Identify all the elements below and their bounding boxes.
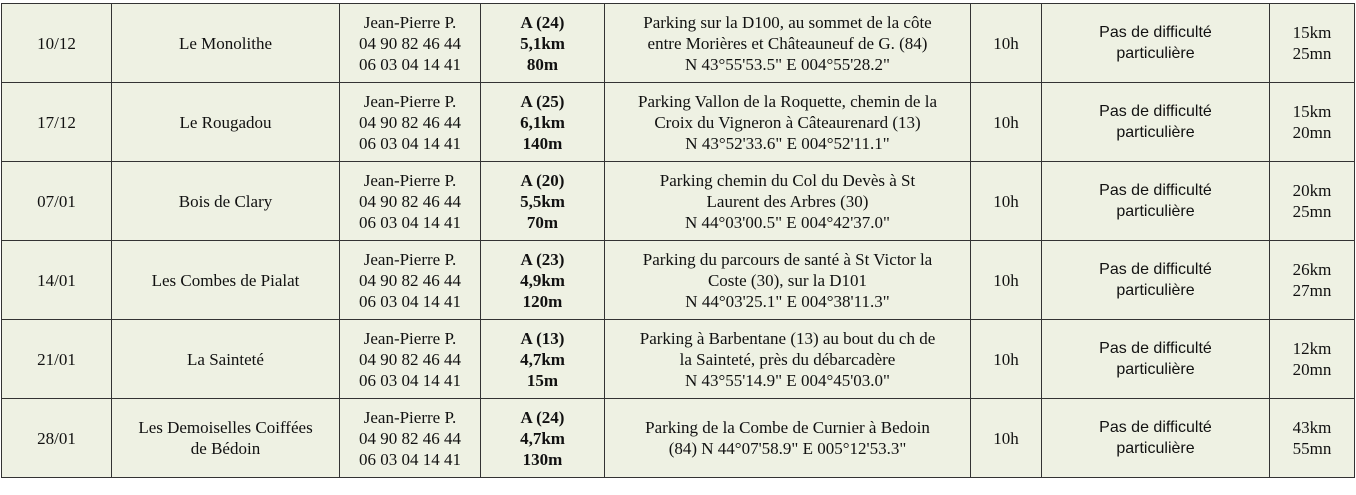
cell-contact-line: Jean-Pierre P. <box>363 407 457 427</box>
table-row <box>2 83 1355 162</box>
cell-contact-line: Jean-Pierre P. <box>363 12 457 32</box>
cell-hike-name-line: de Bédoin <box>190 439 261 458</box>
cell-difficulty-line: Pas de difficulté <box>1099 24 1212 41</box>
cell-time: 10h <box>971 162 1042 241</box>
cell-meeting-point-line: N 44°03'25.1" E 004°38'11.3" <box>685 291 890 311</box>
cell-difficulty-line: particulière <box>1116 440 1195 457</box>
cell-hike-name-line: Les Demoiselles Coiffées <box>138 418 313 437</box>
cell-difficulty-line: Pas de difficulté <box>1099 340 1212 357</box>
cell-route <box>481 241 605 320</box>
cell-meeting-point-line: (84) N 44°07'58.9" E 005°12'53.3" <box>668 439 907 458</box>
cell-route-line: A (13) <box>520 328 565 348</box>
cell-distance-line: 25mn <box>1292 44 1332 63</box>
cell-contact <box>340 320 481 399</box>
cell-difficulty <box>1042 4 1270 83</box>
cell-route <box>481 399 605 478</box>
cell-meeting-point-line: Coste (30), sur la D101 <box>707 270 868 290</box>
cell-route <box>481 320 605 399</box>
cell-difficulty <box>1042 83 1270 162</box>
cell-contact-line: 06 03 04 14 41 <box>359 370 461 390</box>
cell-hike-name <box>112 83 340 162</box>
cell-meeting-point-line: entre Morières et Châteauneuf de G. (84) <box>647 33 928 53</box>
cell-route-line: A (20) <box>520 170 565 190</box>
cell-difficulty-line: particulière <box>1116 124 1195 141</box>
cell-hike-name-line: La Sainteté <box>187 349 264 369</box>
cell-route <box>481 4 605 83</box>
cell-distance-line: 27mn <box>1292 281 1332 300</box>
cell-difficulty-line: particulière <box>1116 361 1195 378</box>
cell-difficulty-line: Pas de difficulté <box>1099 103 1212 120</box>
cell-contact-line: Jean-Pierre P. <box>363 170 457 190</box>
cell-hike-name <box>112 241 340 320</box>
cell-difficulty-line: Pas de difficulté <box>1099 419 1212 436</box>
cell-distance-line: 43km <box>1292 418 1332 437</box>
cell-contact-line: 04 90 82 46 44 <box>359 112 461 132</box>
cell-difficulty <box>1042 162 1270 241</box>
cell-contact <box>340 83 481 162</box>
cell-meeting-point-line: Parking chemin du Col du Devès à St <box>659 170 916 190</box>
cell-meeting-point-line: N 43°52'33.6" E 004°52'11.1" <box>685 133 890 153</box>
cell-meeting-point-line: Parking à Barbentane (13) au bout du ch de <box>639 328 936 348</box>
cell-difficulty-line: particulière <box>1116 203 1195 220</box>
cell-route-line: 70m <box>526 212 559 232</box>
cell-meeting-point-line: N 43°55'53.5" E 004°55'28.2" <box>684 54 890 74</box>
cell-route-line: 140m <box>522 133 563 153</box>
cell-distance-line: 26km <box>1292 260 1332 279</box>
cell-time: 10h <box>971 241 1042 320</box>
cell-hike-name-line: Les Combes de Pialat <box>151 270 300 290</box>
cell-contact <box>340 241 481 320</box>
cell-contact-line: 06 03 04 14 41 <box>359 291 461 311</box>
cell-time: 10h <box>971 83 1042 162</box>
cell-distance <box>1270 162 1355 241</box>
cell-contact-line: Jean-Pierre P. <box>363 328 457 348</box>
cell-route-line: 5,5km <box>520 191 565 211</box>
cell-time: 10h <box>971 4 1042 83</box>
table-row <box>2 241 1355 320</box>
cell-hike-name-line: Le Rougadou <box>179 112 272 132</box>
cell-meeting-point-line: N 44°03'00.5" E 004°42'37.0" <box>684 212 890 232</box>
table-row <box>2 399 1355 478</box>
cell-contact-line: 06 03 04 14 41 <box>359 133 461 153</box>
cell-route-line: 120m <box>522 291 563 311</box>
cell-distance <box>1270 320 1355 399</box>
cell-difficulty-line: Pas de difficulté <box>1099 182 1212 199</box>
cell-meeting-point <box>605 241 971 320</box>
cell-distance <box>1270 4 1355 83</box>
cell-meeting-point-line: Parking Vallon de la Roquette, chemin de la <box>637 91 937 111</box>
cell-date: 14/01 <box>2 241 112 320</box>
cell-distance <box>1270 241 1355 320</box>
table-body <box>2 4 1355 478</box>
table-row <box>2 4 1355 83</box>
cell-date: 17/12 <box>2 83 112 162</box>
cell-meeting-point <box>605 4 971 83</box>
cell-route-line: 4,7km <box>520 349 565 369</box>
cell-hike-name <box>112 162 340 241</box>
cell-contact-line: 04 90 82 46 44 <box>359 349 461 369</box>
cell-contact-line: 04 90 82 46 44 <box>359 270 461 290</box>
cell-route-line: 6,1km <box>520 112 565 132</box>
cell-route-line: A (24) <box>520 407 565 427</box>
cell-meeting-point-line: Croix du Vigneron à Câteaurenard (13) <box>654 112 921 132</box>
cell-route-line: 4,7km <box>520 428 565 448</box>
cell-route <box>481 162 605 241</box>
cell-difficulty-line: Pas de difficulté <box>1099 261 1212 278</box>
cell-meeting-point-line: la Sainteté, près du débarcadère <box>679 349 896 369</box>
cell-difficulty <box>1042 241 1270 320</box>
cell-hike-name-line: Le Monolithe <box>178 33 272 53</box>
cell-contact-line: 06 03 04 14 41 <box>359 449 461 469</box>
cell-contact-line: Jean-Pierre P. <box>363 249 457 269</box>
cell-contact <box>340 399 481 478</box>
cell-date: 07/01 <box>2 162 112 241</box>
cell-date: 21/01 <box>2 320 112 399</box>
cell-meeting-point-line: Laurent des Arbres (30) <box>706 191 869 211</box>
table-row <box>2 162 1355 241</box>
cell-distance-line: 20mn <box>1292 123 1332 142</box>
cell-route <box>481 83 605 162</box>
cell-time: 10h <box>971 320 1042 399</box>
cell-distance-line: 55mn <box>1292 439 1332 458</box>
cell-distance-line: 20km <box>1292 181 1332 200</box>
cell-route-line: 4,9km <box>520 270 565 290</box>
cell-hike-name <box>112 4 340 83</box>
cell-route-line: 15m <box>526 370 559 390</box>
cell-route-line: 130m <box>522 449 563 469</box>
cell-distance <box>1270 399 1355 478</box>
cell-meeting-point-line: Parking sur la D100, au sommet de la côte <box>643 12 932 32</box>
cell-distance <box>1270 83 1355 162</box>
cell-difficulty-line: particulière <box>1116 45 1195 62</box>
cell-meeting-point-line: Parking de la Combe de Curnier à Bedoin <box>645 418 930 437</box>
cell-contact <box>340 4 481 83</box>
table-row <box>2 320 1355 399</box>
cell-meeting-point-line: Parking du parcours de santé à St Victor la <box>642 249 933 269</box>
cell-contact <box>340 162 481 241</box>
cell-contact-line: 06 03 04 14 41 <box>359 54 461 74</box>
cell-hike-name-line: Bois de Clary <box>178 191 273 211</box>
cell-distance-line: 20mn <box>1292 360 1332 379</box>
cell-difficulty <box>1042 399 1270 478</box>
cell-distance-line: 12km <box>1292 339 1332 358</box>
cell-hike-name <box>112 320 340 399</box>
hike-schedule-table <box>1 3 1355 478</box>
cell-route-line: 5,1km <box>520 33 565 53</box>
cell-time: 10h <box>971 399 1042 478</box>
cell-date: 10/12 <box>2 4 112 83</box>
cell-difficulty <box>1042 320 1270 399</box>
cell-meeting-point <box>605 162 971 241</box>
cell-date: 28/01 <box>2 399 112 478</box>
cell-meeting-point <box>605 83 971 162</box>
cell-contact-line: 06 03 04 14 41 <box>359 212 461 232</box>
cell-hike-name <box>112 399 340 478</box>
cell-contact-line: 04 90 82 46 44 <box>359 428 461 448</box>
cell-meeting-point-line: N 43°55'14.9" E 004°45'03.0" <box>684 370 890 390</box>
cell-distance-line: 15km <box>1292 102 1332 121</box>
cell-distance-line: 25mn <box>1292 202 1332 221</box>
cell-contact-line: Jean-Pierre P. <box>363 91 457 111</box>
cell-meeting-point <box>605 399 971 478</box>
cell-contact-line: 04 90 82 46 44 <box>359 191 461 211</box>
cell-distance-line: 15km <box>1292 23 1332 42</box>
cell-difficulty-line: particulière <box>1116 282 1195 299</box>
cell-route-line: 80m <box>526 54 559 74</box>
cell-route-line: A (23) <box>520 249 565 269</box>
cell-route-line: A (25) <box>520 91 565 111</box>
cell-meeting-point <box>605 320 971 399</box>
cell-route-line: A (24) <box>520 12 565 32</box>
cell-contact-line: 04 90 82 46 44 <box>359 33 461 53</box>
